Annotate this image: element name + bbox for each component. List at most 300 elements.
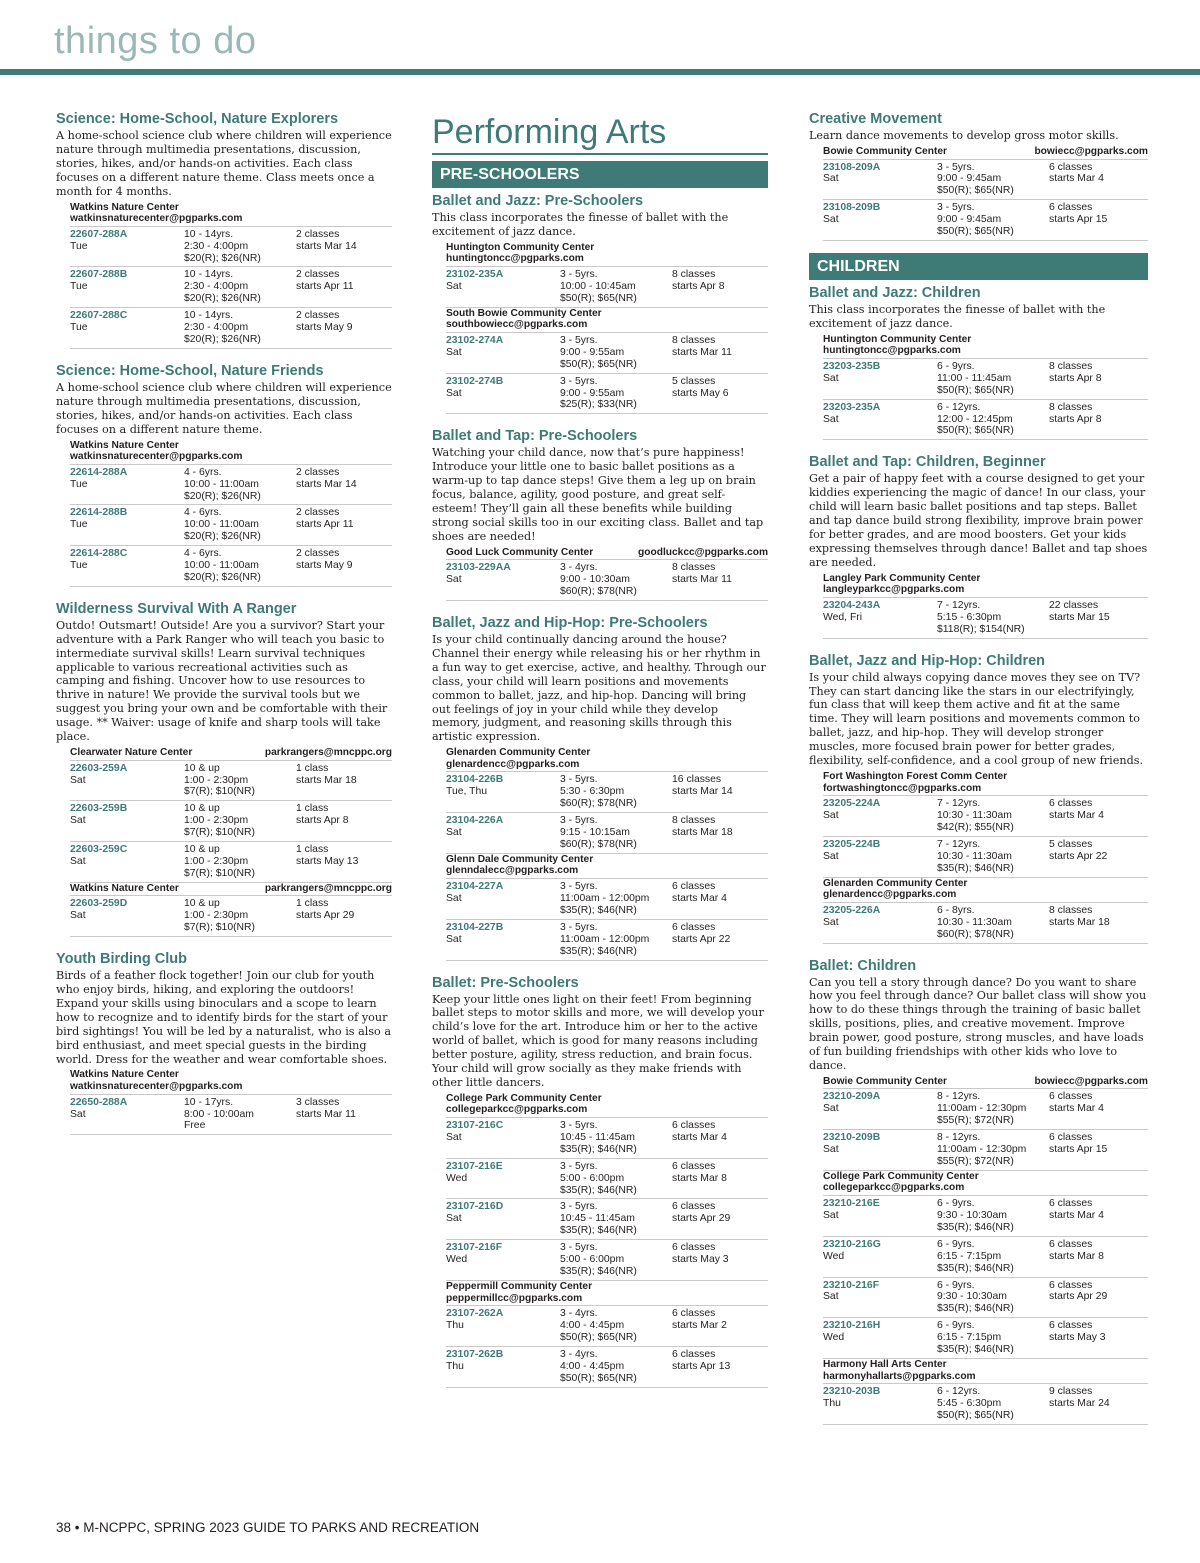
class-row xyxy=(70,1095,392,1136)
class-code[interactable]: 23102-235A xyxy=(446,269,504,280)
location-header xyxy=(446,1093,768,1118)
class-code[interactable]: 23210-216G xyxy=(823,1238,881,1250)
class-age: 6 - 9yrs. xyxy=(937,1279,975,1291)
location-name: Peppermill Community Center xyxy=(446,1280,593,1292)
page-footer: 38 • M-NCPPC, SPRING 2023 GUIDE TO PARKS AND RECREATION xyxy=(56,1520,480,1535)
class-id-cell xyxy=(446,1201,560,1237)
class-row xyxy=(823,1278,1148,1319)
class-start: starts Apr 8 xyxy=(1049,372,1102,384)
class-start: starts Mar 8 xyxy=(672,1172,727,1184)
location-header xyxy=(446,242,768,267)
location-header xyxy=(446,1281,768,1306)
class-age: 4 - 6yrs. xyxy=(184,548,222,560)
header-rule xyxy=(0,69,1200,75)
section-gap xyxy=(56,937,392,951)
class-age: 3 - 5yrs. xyxy=(560,1160,598,1172)
class-code[interactable]: 23210-209B xyxy=(823,1132,881,1144)
class-id-cell xyxy=(823,202,937,238)
class-schedule-cell xyxy=(296,548,392,584)
section-title: Ballet and Jazz: Children xyxy=(809,284,981,301)
class-row xyxy=(446,920,768,961)
class-day: Sat xyxy=(446,892,462,904)
location-email[interactable]: goodluckcc@pgparks.com xyxy=(638,546,768,558)
class-start: starts May 3 xyxy=(672,1254,729,1266)
class-age: 7 - 12yrs. xyxy=(937,838,981,850)
class-detail-cell xyxy=(937,839,1049,875)
performing-arts-title: Performing Arts xyxy=(432,111,768,155)
class-fee: $20(R); $26(NR) xyxy=(184,252,261,264)
location-header xyxy=(823,771,1148,796)
class-id-cell xyxy=(823,905,937,941)
class-row xyxy=(823,200,1148,241)
class-row xyxy=(70,227,392,268)
class-schedule-cell xyxy=(1049,839,1148,875)
class-age: 3 - 5yrs. xyxy=(560,881,598,893)
section-gap xyxy=(56,587,392,601)
class-start: starts Apr 13 xyxy=(672,1360,731,1372)
class-age: 10 & up xyxy=(184,898,220,910)
class-detail-cell xyxy=(560,1242,672,1278)
class-schedule-cell xyxy=(1049,1280,1148,1316)
class-code[interactable]: 23108-209B xyxy=(823,202,881,214)
class-fee: $20(R); $26(NR) xyxy=(184,333,261,345)
location-name: Watkins Nature Center xyxy=(70,1069,179,1081)
class-id-cell xyxy=(823,1132,937,1168)
location-header xyxy=(823,1076,1148,1090)
class-code[interactable]: 23107-262B xyxy=(446,1348,504,1360)
class-day: Sat xyxy=(446,1131,462,1143)
location-email[interactable]: watkinsnaturecenter@pgparks.com xyxy=(70,213,243,225)
location-email[interactable]: bowiecc@pgparks.com xyxy=(1034,145,1148,157)
class-count: 6 classes xyxy=(672,881,716,893)
class-day: Sat xyxy=(446,1213,462,1225)
location-email[interactable]: bowiecc@pgparks.com xyxy=(1034,1075,1148,1087)
class-detail-cell xyxy=(937,1091,1049,1127)
class-schedule-cell xyxy=(1049,1198,1148,1234)
class-code[interactable]: 23102-274A xyxy=(446,334,504,346)
class-code[interactable]: 22650-288A xyxy=(70,1096,128,1108)
class-id-cell xyxy=(446,376,560,412)
class-fee: $7(R); $10(NR) xyxy=(184,786,256,798)
class-fee: Free xyxy=(184,1120,206,1132)
class-age: 7 - 12yrs. xyxy=(937,599,981,611)
class-code[interactable]: 23210-203B xyxy=(823,1386,881,1398)
class-time: 1:00 - 2:30pm xyxy=(184,815,249,827)
class-code[interactable]: 23210-216F xyxy=(823,1279,880,1291)
class-id-cell xyxy=(823,1198,937,1234)
class-detail-cell xyxy=(937,1239,1049,1275)
class-row xyxy=(446,1199,768,1240)
location-email[interactable]: parkrangers@mncppc.org xyxy=(264,747,392,758)
class-start: starts Mar 11 xyxy=(672,346,732,358)
section-title: Ballet and Tap: Pre-Schoolers xyxy=(432,428,638,445)
class-code[interactable]: 23203-235A xyxy=(823,401,881,413)
location-email[interactable]: parkrangers@mncppc.org xyxy=(264,882,392,894)
location-name: Glenarden Community Center xyxy=(446,747,591,759)
class-day: Sat xyxy=(446,346,462,358)
class-detail-cell xyxy=(937,1132,1049,1168)
class-id-cell xyxy=(446,774,560,810)
class-id-cell xyxy=(823,1280,937,1316)
class-age: 10 & up xyxy=(184,762,220,774)
class-code[interactable]: 23104-227B xyxy=(446,921,504,933)
class-code[interactable]: 22603-259C xyxy=(70,844,128,856)
class-row xyxy=(823,1384,1148,1425)
location-email[interactable]: southbowiecc@pgparks.com xyxy=(446,319,588,331)
class-row xyxy=(823,837,1148,878)
location-email[interactable]: collegeparkcc@pgparks.com xyxy=(446,1104,588,1116)
class-schedule-cell xyxy=(1049,1239,1148,1275)
class-schedule-cell xyxy=(672,269,768,305)
class-fee: $50(R); $65(NR) xyxy=(560,292,637,304)
class-age: 7 - 12yrs. xyxy=(937,798,981,810)
class-detail-cell xyxy=(184,507,296,543)
class-start: starts Mar 14 xyxy=(296,240,357,252)
class-age: 6 - 9yrs. xyxy=(937,1320,975,1332)
class-count: 5 classes xyxy=(672,375,716,387)
class-id-cell xyxy=(70,1097,184,1133)
class-age: 4 - 6yrs. xyxy=(184,466,222,478)
class-age: 3 - 5yrs. xyxy=(560,774,598,786)
class-day: Sat xyxy=(823,413,839,425)
class-id-cell xyxy=(70,310,184,346)
class-schedule-cell xyxy=(296,229,392,265)
class-id-cell xyxy=(446,269,560,305)
class-time: 9:00 - 9:45am xyxy=(937,173,1002,185)
class-code[interactable]: 22603-259B xyxy=(70,803,128,815)
class-code[interactable]: 23104-227A xyxy=(446,881,504,893)
class-detail-cell xyxy=(937,1280,1049,1316)
class-row xyxy=(446,1240,768,1281)
class-code[interactable]: 23107-262A xyxy=(446,1308,504,1320)
class-fee: $55(R); $72(NR) xyxy=(937,1155,1014,1167)
class-time: 11:00am - 12:30pm xyxy=(937,1103,1027,1115)
class-code[interactable]: 22607-288B xyxy=(70,269,128,281)
class-schedule-cell xyxy=(672,1308,768,1344)
class-time: 2:30 - 4:00pm xyxy=(184,240,249,252)
class-day: Tue xyxy=(70,478,88,490)
class-code[interactable]: 23205-224B xyxy=(823,838,881,850)
class-age: 10 - 14yrs. xyxy=(184,228,234,240)
class-detail-cell xyxy=(560,1201,672,1237)
class-code[interactable]: 22614-288B xyxy=(70,507,128,519)
class-start: starts Apr 22 xyxy=(672,933,731,945)
class-day: Sat xyxy=(70,1108,86,1120)
location-name: South Bowie Community Center xyxy=(446,307,602,319)
class-id-cell xyxy=(70,269,184,305)
class-schedule-cell xyxy=(672,922,768,958)
class-detail-cell xyxy=(937,202,1049,238)
class-count: 6 classes xyxy=(672,921,716,933)
class-schedule-cell xyxy=(1049,402,1148,438)
class-day: Sat xyxy=(70,910,86,922)
section-description: Keep your little ones light on their feet! From beginning ballet steps to motor skills and more, we will develop your child’s love for the art. Introduce him or her to the active world of ballet, which is good for many reasons including better posture, agility, stress reduction, and brain focus. Your child will grow socially as they make friends with other little dancers. xyxy=(432,992,764,1089)
section-description: Get a pair of happy feet with a course designed to get your kiddies experiencing the magic of dance! In our class, your child will learn basic ballet positions and tap steps. Ballet and tap dance build strong flexibility, improve brain power for better grades, and are mood boosters. Get your kids expressing themselves through dance! Ballet and tap shoes are needed. xyxy=(809,472,1148,569)
column-middle xyxy=(432,111,768,1388)
column-right-pre xyxy=(809,111,1148,241)
class-count: 6 classes xyxy=(672,1201,716,1213)
class-id-cell xyxy=(823,1320,937,1356)
class-fee: $35(R); $46(NR) xyxy=(560,1266,637,1277)
class-time: 9:00 - 9:45am xyxy=(937,214,1002,226)
class-age: 6 - 12yrs. xyxy=(937,401,981,413)
class-fee: $50(R); $65(NR) xyxy=(937,425,1014,437)
class-schedule-cell xyxy=(296,467,392,503)
location-email[interactable]: watkinsnaturecenter@pgparks.com xyxy=(70,451,243,463)
class-code[interactable]: 23107-216C xyxy=(446,1120,504,1132)
class-schedule-cell xyxy=(1049,1320,1148,1356)
class-age: 10 - 14yrs. xyxy=(184,269,234,281)
class-schedule-cell xyxy=(672,1349,768,1385)
class-detail-cell xyxy=(560,881,672,917)
class-code[interactable]: 23103-229AA xyxy=(446,562,511,574)
location-email[interactable]: langleyparkcc@pgparks.com xyxy=(823,584,965,596)
class-fee: $35(R); $46(NR) xyxy=(937,1344,1014,1356)
class-day: Sat xyxy=(70,815,86,827)
section-description: This class incorporates the finesse of ballet with the excitement of jazz dance. xyxy=(432,211,729,238)
section-title: Wilderness Survival With A Ranger xyxy=(56,600,297,617)
location-name: Watkins Nature Center xyxy=(70,439,179,451)
class-schedule-cell xyxy=(1049,600,1148,636)
class-detail-cell xyxy=(560,376,672,412)
class-code[interactable]: 23108-209A xyxy=(823,161,881,173)
class-code[interactable]: 23203-235B xyxy=(823,360,881,372)
class-start: starts Apr 11 xyxy=(296,281,354,293)
location-email[interactable]: glenardencc@pgparks.com xyxy=(446,758,580,770)
class-fee: $50(R); $65(NR) xyxy=(560,1331,637,1343)
class-time: 9:30 - 10:30am xyxy=(937,1291,1007,1303)
class-code[interactable]: 22607-288C xyxy=(70,310,128,322)
class-time: 5:15 - 6:30pm xyxy=(937,611,1002,623)
class-row xyxy=(446,560,768,601)
class-age: 3 - 4yrs. xyxy=(560,562,598,574)
location-header xyxy=(823,1359,1148,1384)
class-code[interactable]: 23210-216H xyxy=(823,1320,881,1332)
class-count: 1 class xyxy=(296,762,329,774)
location-email[interactable]: glenardencc@pgparks.com xyxy=(823,889,957,901)
class-row xyxy=(446,267,768,308)
class-count: 6 classes xyxy=(672,1160,716,1172)
class-schedule-cell xyxy=(296,310,392,346)
location-email[interactable]: huntingtoncc@pgparks.com xyxy=(823,345,961,357)
class-count: 9 classes xyxy=(1049,1386,1093,1398)
class-fee: $50(R); $65(NR) xyxy=(560,358,637,370)
class-id-cell xyxy=(823,1386,937,1422)
location-email[interactable]: watkinsnaturecenter@pgparks.com xyxy=(70,1081,243,1092)
class-start: starts May 9 xyxy=(296,560,353,572)
class-fee: $50(R); $65(NR) xyxy=(937,226,1014,238)
section-gap xyxy=(432,961,768,975)
class-time: 4:00 - 4:45pm xyxy=(560,1320,625,1331)
class-id-cell xyxy=(70,763,184,799)
class-detail-cell xyxy=(937,1386,1049,1422)
class-code[interactable]: 23107-216D xyxy=(446,1201,504,1213)
location-email[interactable]: glenndalecc@pgparks.com xyxy=(446,865,579,877)
class-start: starts Apr 8 xyxy=(1049,413,1102,425)
class-id-cell xyxy=(823,1091,937,1127)
class-count: 3 classes xyxy=(296,1096,340,1108)
class-id-cell xyxy=(70,548,184,584)
class-detail-cell xyxy=(937,798,1049,834)
class-age: 3 - 4yrs. xyxy=(560,1308,598,1320)
column-right xyxy=(809,111,1148,1425)
class-detail-cell xyxy=(184,763,296,799)
class-time: 10:45 - 11:45am xyxy=(560,1213,635,1225)
class-id-cell xyxy=(823,839,937,875)
class-fee: $60(R); $78(NR) xyxy=(560,798,637,810)
class-age: 3 - 4yrs. xyxy=(560,1348,598,1360)
location-name: Watkins Nature Center xyxy=(70,201,179,213)
class-fee: $7(R); $10(NR) xyxy=(184,922,256,934)
class-time: 5:00 - 6:00pm xyxy=(560,1172,625,1184)
class-time: 11:00am - 12:00pm xyxy=(560,892,650,904)
class-schedule-cell xyxy=(296,269,392,305)
class-code[interactable]: 23205-226A xyxy=(823,904,881,916)
class-code[interactable]: 23104-226B xyxy=(446,774,504,786)
class-count: 8 classes xyxy=(1049,401,1093,413)
class-code[interactable]: 22614-288C xyxy=(70,548,128,560)
class-detail-cell xyxy=(560,1120,672,1156)
class-row xyxy=(70,896,392,937)
class-row xyxy=(823,903,1148,944)
header-title: things to do xyxy=(54,20,257,62)
location-email[interactable]: harmonyhallarts@pgparks.com xyxy=(823,1370,976,1382)
class-schedule-cell xyxy=(1049,1091,1148,1127)
class-count: 22 classes xyxy=(1049,599,1099,611)
class-fee: $20(R); $26(NR) xyxy=(184,293,261,305)
class-id-cell xyxy=(70,898,184,934)
class-time: 12:00 - 12:45pm xyxy=(937,413,1013,425)
class-code[interactable]: 23210-209A xyxy=(823,1091,881,1103)
class-id-cell xyxy=(446,1308,560,1344)
class-row xyxy=(823,598,1148,639)
class-detail-cell xyxy=(184,898,296,934)
class-count: 8 classes xyxy=(672,562,716,574)
section-title: Ballet, Jazz and Hip-Hop: Children xyxy=(809,652,1046,669)
class-schedule-cell xyxy=(672,562,768,598)
class-code[interactable]: 22614-288A xyxy=(70,466,128,478)
section-gap xyxy=(56,349,392,363)
class-start: starts Mar 18 xyxy=(672,827,733,839)
location-email[interactable]: fortwashingtoncc@pgparks.com xyxy=(823,782,982,794)
class-time: 5:30 - 6:30pm xyxy=(560,786,625,798)
section-description: Learn dance movements to develop gross motor skills. xyxy=(809,129,1119,142)
class-age: 6 - 9yrs. xyxy=(937,360,975,372)
class-age: 6 - 8yrs. xyxy=(937,904,975,916)
class-start: starts Mar 18 xyxy=(296,774,357,786)
class-schedule-cell xyxy=(672,774,768,810)
class-id-cell xyxy=(446,922,560,958)
class-day: Tue xyxy=(70,560,88,572)
class-count: 6 classes xyxy=(1049,1238,1093,1250)
class-id-cell xyxy=(823,1239,937,1275)
class-day: Tue xyxy=(70,281,88,293)
class-time: 10:00 - 11:00am xyxy=(184,560,259,572)
class-day: Tue, Thu xyxy=(446,786,488,798)
class-time: 2:30 - 4:00pm xyxy=(184,281,249,293)
class-fee: $50(R); $65(NR) xyxy=(937,384,1014,396)
class-code[interactable]: 23104-226A xyxy=(446,815,504,827)
section-description: Can you tell a story through dance? Do you want to share how you feel through dance? Our ballet class will show you how to do these things through the training of basic ballet skills, positions, plies, and creative movement. Improve brain power, good posture, strong muscles, and have loads of fun building friendships with other kids who love to dance. xyxy=(809,975,1147,1072)
class-day: Sat xyxy=(823,372,839,384)
class-day: Sat xyxy=(446,933,462,945)
class-day: Wed xyxy=(823,1332,845,1344)
class-day: Sat xyxy=(823,214,839,226)
class-id-cell xyxy=(70,467,184,503)
column-left xyxy=(56,111,392,1135)
class-count: 8 classes xyxy=(672,334,716,346)
location-name: Bowie Community Center xyxy=(823,1075,947,1087)
class-start: starts Apr 29 xyxy=(296,910,355,922)
location-name: Good Luck Community Center xyxy=(446,546,594,558)
class-age: 3 - 5yrs. xyxy=(560,1120,598,1132)
class-code[interactable]: 23205-224A xyxy=(823,798,881,810)
class-fee: $20(R); $26(NR) xyxy=(184,531,261,543)
class-start: starts May 6 xyxy=(672,387,729,399)
section-title: Science: Home-School, Nature Friends xyxy=(56,362,324,379)
class-start: starts Apr 29 xyxy=(1049,1291,1108,1303)
class-schedule-cell xyxy=(296,898,392,934)
class-code[interactable]: 23107-216E xyxy=(446,1160,503,1172)
class-id-cell xyxy=(446,815,560,851)
class-start: starts Mar 14 xyxy=(672,786,733,798)
class-start: starts Mar 18 xyxy=(1049,916,1110,928)
section-description: A home-school science club where children will experience nature through multimedia presentations, discussion, stories, hikes, and/or hands-on activities. Each class focuses on a different nature theme. xyxy=(56,380,392,436)
class-id-cell xyxy=(823,798,937,834)
location-header xyxy=(823,146,1148,160)
location-header xyxy=(70,440,392,465)
location-name: Fort Washington Forest Comm Center xyxy=(823,770,1008,782)
section-description: This class incorporates the finesse of ballet with the excitement of jazz dance. xyxy=(809,302,1106,330)
location-header xyxy=(70,1069,392,1094)
class-code[interactable]: 23102-274B xyxy=(446,375,504,387)
section-description: A home-school science club where children will experience nature through multimedia presentations, discussion, stories, hikes, and/or hands-on activities. Each class focuses on a different nature theme. Class meets once a month for 4 months. xyxy=(56,129,392,198)
class-code[interactable]: 23107-216F xyxy=(446,1242,503,1254)
class-id-cell xyxy=(70,507,184,543)
section-title: Ballet: Children xyxy=(809,957,917,974)
section-title: Youth Birding Club xyxy=(56,951,188,968)
class-count: 16 classes xyxy=(672,774,722,786)
class-code[interactable]: 22607-288A xyxy=(70,228,128,240)
class-day: Sat xyxy=(823,850,839,862)
class-detail-cell xyxy=(937,1320,1049,1356)
location-email[interactable]: peppermillcc@pgparks.com xyxy=(446,1292,583,1304)
class-row xyxy=(70,267,392,308)
class-code[interactable]: 23204-243A xyxy=(823,599,881,611)
class-code[interactable]: 23210-216E xyxy=(823,1198,880,1210)
class-age: 3 - 5yrs. xyxy=(560,1201,598,1213)
section-title: Ballet, Jazz and Hip-Hop: Pre-Schoolers xyxy=(432,615,708,631)
class-time: 6:15 - 7:15pm xyxy=(937,1332,1002,1344)
class-time: 11:00 - 11:45am xyxy=(937,372,1012,384)
class-count: 2 classes xyxy=(296,507,340,519)
class-detail-cell xyxy=(184,803,296,839)
class-detail-cell xyxy=(560,922,672,958)
class-start: starts Apr 11 xyxy=(296,519,354,531)
class-count: 6 classes xyxy=(1049,161,1093,173)
section-gap xyxy=(809,639,1148,653)
class-code[interactable]: 22603-259A xyxy=(70,762,128,774)
class-fee: $7(R); $10(NR) xyxy=(184,827,256,839)
class-code[interactable]: 22603-259D xyxy=(70,898,128,910)
class-detail-cell xyxy=(560,1161,672,1197)
location-email[interactable]: huntingtoncc@pgparks.com xyxy=(446,253,584,265)
class-row xyxy=(446,772,768,813)
class-detail-cell xyxy=(937,1198,1049,1234)
location-header xyxy=(70,883,392,897)
location-email[interactable]: collegeparkcc@pgparks.com xyxy=(823,1182,965,1194)
class-day: Tue xyxy=(70,519,88,531)
